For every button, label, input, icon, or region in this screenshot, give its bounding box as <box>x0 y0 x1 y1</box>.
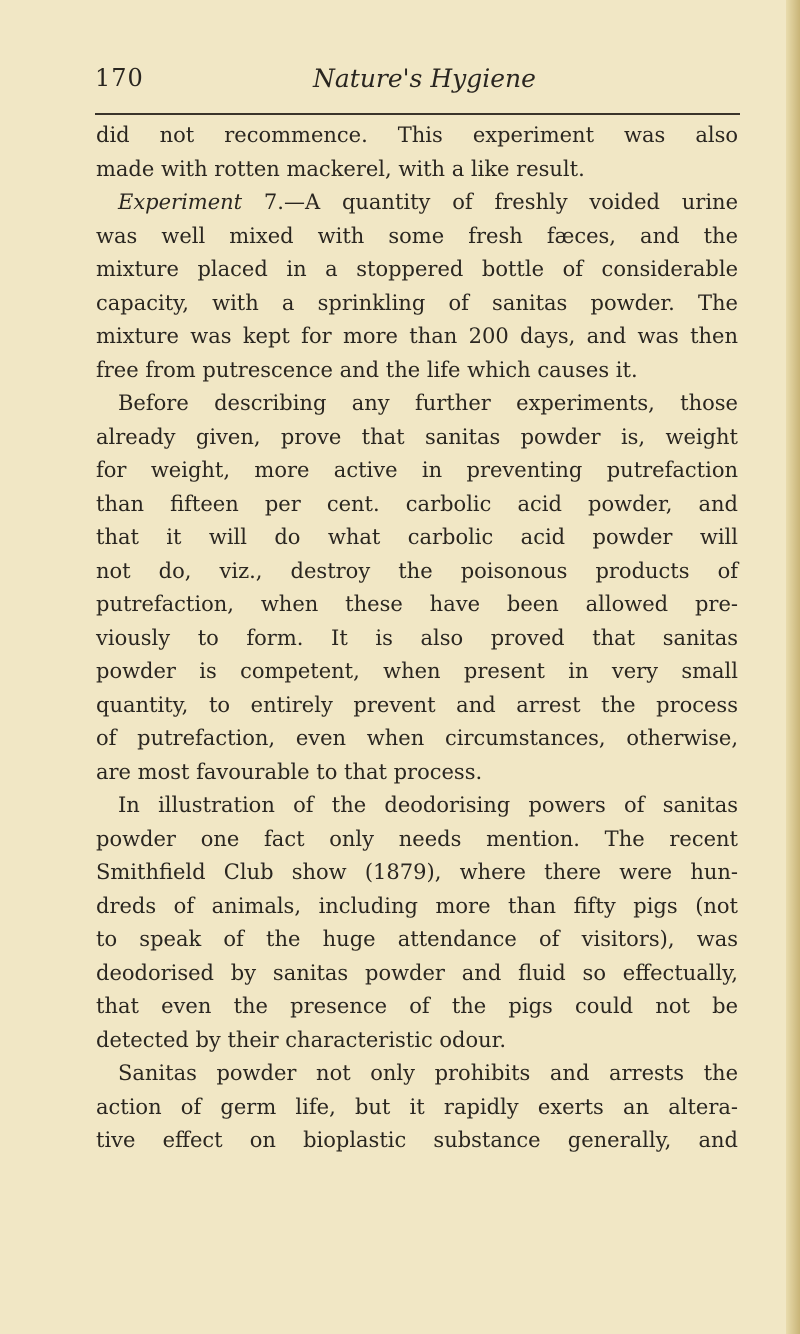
text-line <box>96 387 738 421</box>
line-text: mixture placed in a stoppered bottle of considerable <box>96 257 738 281</box>
line-text: In illustration of the deodorising powers of sanitas <box>118 793 738 817</box>
line-text: than fifteen per cent. carbolic acid powder, and <box>96 491 738 516</box>
text-line <box>96 1024 738 1058</box>
text-line <box>96 622 738 656</box>
body-text <box>96 119 738 1158</box>
text-line <box>96 823 738 857</box>
text-line <box>96 253 738 287</box>
text-line <box>96 186 738 220</box>
text-line <box>96 119 738 153</box>
line-text: did not recommence. This experiment was also <box>96 123 738 147</box>
line-text: action of germ life, but it rapidly exerts an altera- <box>96 1094 738 1119</box>
line-text: that even the presence of the pigs could not be <box>96 994 738 1018</box>
line-text: to speak of the huge attendance of visitors), was <box>96 927 738 951</box>
line-text: Sanitas powder not only prohibits and arrests the <box>118 1061 738 1085</box>
text-line <box>96 588 738 622</box>
text-line <box>96 957 738 991</box>
running-title: Nature's Hygiene <box>313 64 536 93</box>
text-line <box>96 555 738 589</box>
line-text: detected by their characteristic odour. <box>96 1027 507 1052</box>
line-text: putrefaction, when these have been allowed pre- <box>96 592 738 616</box>
text-line <box>96 890 738 924</box>
text-line <box>96 923 738 957</box>
line-text: Before describing any further experiments, those <box>118 391 738 415</box>
line-text: quantity, to entirely prevent and arrest the process <box>96 692 738 717</box>
text-line <box>96 856 738 890</box>
page-edge-shadow <box>786 0 800 1334</box>
line-text: 7.—A quantity of freshly voided urine <box>242 190 738 214</box>
line-text: already given, prove that sanitas powder is, weight <box>96 424 738 449</box>
line-text: was well mixed with some fresh fæces, and the <box>96 223 738 248</box>
text-line <box>96 1124 738 1158</box>
line-text: not do, viz., destroy the poisonous products of <box>96 558 738 583</box>
line-text: made with rotten mackerel, with a like result. <box>96 156 585 181</box>
header-rule <box>95 113 740 115</box>
page-number: 170 <box>95 64 144 92</box>
line-text: are most favourable to that process. <box>96 759 483 784</box>
line-text: powder is competent, when present in very small <box>96 659 738 683</box>
line-text: free from putrescence and the life which causes it. <box>96 357 638 382</box>
line-text: capacity, with a sprinkling of sanitas powder. The <box>96 290 738 315</box>
text-line <box>96 454 738 488</box>
text-line <box>96 220 738 254</box>
text-line <box>96 1091 738 1125</box>
line-text: Smithfield Club show (1879), where there were hun- <box>96 860 738 884</box>
line-text: viously to form. It is also proved that sanitas <box>96 625 738 650</box>
text-line <box>96 655 738 689</box>
text-line <box>96 756 738 790</box>
line-text: mixture was kept for more than 200 days, and was then <box>96 324 738 348</box>
line-text: of putrefaction, even when circumstances, otherwise, <box>96 726 738 750</box>
line-text: that it will do what carbolic acid powder will <box>96 525 738 549</box>
text-line <box>96 354 738 388</box>
line-text: dreds of animals, including more than fifty pigs (not <box>96 893 738 918</box>
text-line <box>96 287 738 321</box>
text-line <box>96 1057 738 1091</box>
text-line <box>96 789 738 823</box>
line-text: powder one fact only needs mention. The recent <box>96 826 738 851</box>
italic-heading: Experiment <box>118 190 243 214</box>
line-text: for weight, more active in preventing putrefaction <box>96 458 738 482</box>
line-text: deodorised by sanitas powder and fluid so effectually, <box>96 960 738 985</box>
text-line <box>96 320 738 354</box>
text-line <box>96 488 738 522</box>
text-line <box>96 421 738 455</box>
text-line <box>96 689 738 723</box>
page-header <box>95 60 740 106</box>
text-line <box>96 153 738 187</box>
text-line <box>96 990 738 1024</box>
line-text: tive effect on bioplastic substance generally, and <box>96 1128 738 1152</box>
text-line <box>96 521 738 555</box>
text-line <box>96 722 738 756</box>
